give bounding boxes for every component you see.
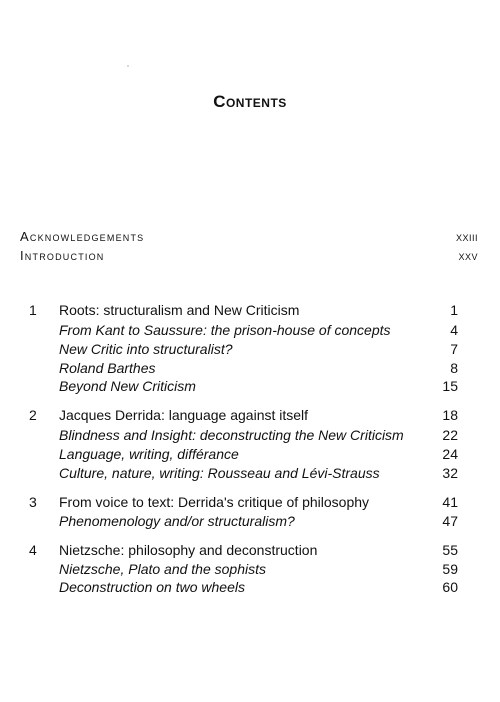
chapter-page: 1 (450, 302, 458, 318)
section-page: 7 (450, 341, 458, 357)
contents-heading: Contents (213, 92, 287, 111)
section-title: From Kant to Saussure: the prison-house of concepts (59, 322, 391, 338)
chapter-page: 18 (442, 407, 458, 423)
section-page: 22 (442, 427, 458, 443)
front-matter-acknowledgements[interactable] (20, 229, 478, 244)
chapter-title: Jacques Derrida: language against itself (59, 407, 309, 423)
section-title: Culture, nature, writing: Rousseau and Lévi-Strauss (59, 465, 380, 481)
section-page: 4 (450, 322, 458, 338)
section-title: Beyond New Criticism (59, 378, 196, 394)
section-page: 60 (442, 579, 458, 595)
front-matter-label: Acknowledgements (20, 229, 145, 244)
section-title: New Critic into structuralist? (59, 341, 233, 357)
front-matter-label: Introduction (20, 248, 105, 263)
chapter-title: From voice to text: Derrida's critique of philosophy (59, 494, 370, 510)
chapter-number: 4 (29, 542, 37, 558)
section-page: 32 (442, 465, 458, 481)
front-matter-page: xxiii (455, 229, 478, 244)
front-matter-introduction[interactable] (20, 248, 478, 263)
section-entry[interactable] (0, 446, 500, 466)
chapter-1-entry[interactable] (0, 302, 500, 322)
front-matter-page: xxv (458, 248, 478, 263)
chapter-page: 55 (442, 542, 458, 558)
section-title: Language, writing, différance (59, 446, 239, 462)
section-entry[interactable] (0, 579, 500, 599)
section-page: 8 (450, 360, 458, 376)
section-entry[interactable] (0, 465, 500, 485)
section-entry[interactable] (0, 427, 500, 447)
section-entry[interactable] (0, 513, 500, 533)
section-title: Nietzsche, Plato and the sophists (59, 561, 267, 577)
section-entry[interactable] (0, 322, 500, 342)
speck-mark (127, 65, 129, 67)
chapter-title: Nietzsche: philosophy and deconstruction (59, 542, 318, 558)
chapter-4-entry[interactable] (0, 542, 500, 562)
section-entry[interactable] (0, 561, 500, 581)
chapter-2-entry[interactable] (0, 407, 500, 427)
section-entry[interactable] (0, 360, 500, 380)
section-page: 59 (442, 561, 458, 577)
section-page: 24 (442, 446, 458, 462)
chapter-3-entry[interactable] (0, 494, 500, 514)
section-entry[interactable] (0, 378, 500, 398)
chapter-number: 3 (29, 494, 37, 510)
section-title: Roland Barthes (59, 360, 156, 376)
chapter-page: 41 (442, 494, 458, 510)
section-title: Blindness and Insight: deconstructing the New Criticism (59, 427, 404, 443)
chapter-title: Roots: structuralism and New Criticism (59, 302, 300, 318)
section-entry[interactable] (0, 341, 500, 361)
section-page: 47 (442, 513, 458, 529)
chapter-number: 1 (29, 302, 37, 318)
section-title: Deconstruction on two wheels (59, 579, 245, 595)
section-title: Phenomenology and/or structuralism? (59, 513, 295, 529)
chapter-number: 2 (29, 407, 37, 423)
section-page: 15 (442, 378, 458, 394)
